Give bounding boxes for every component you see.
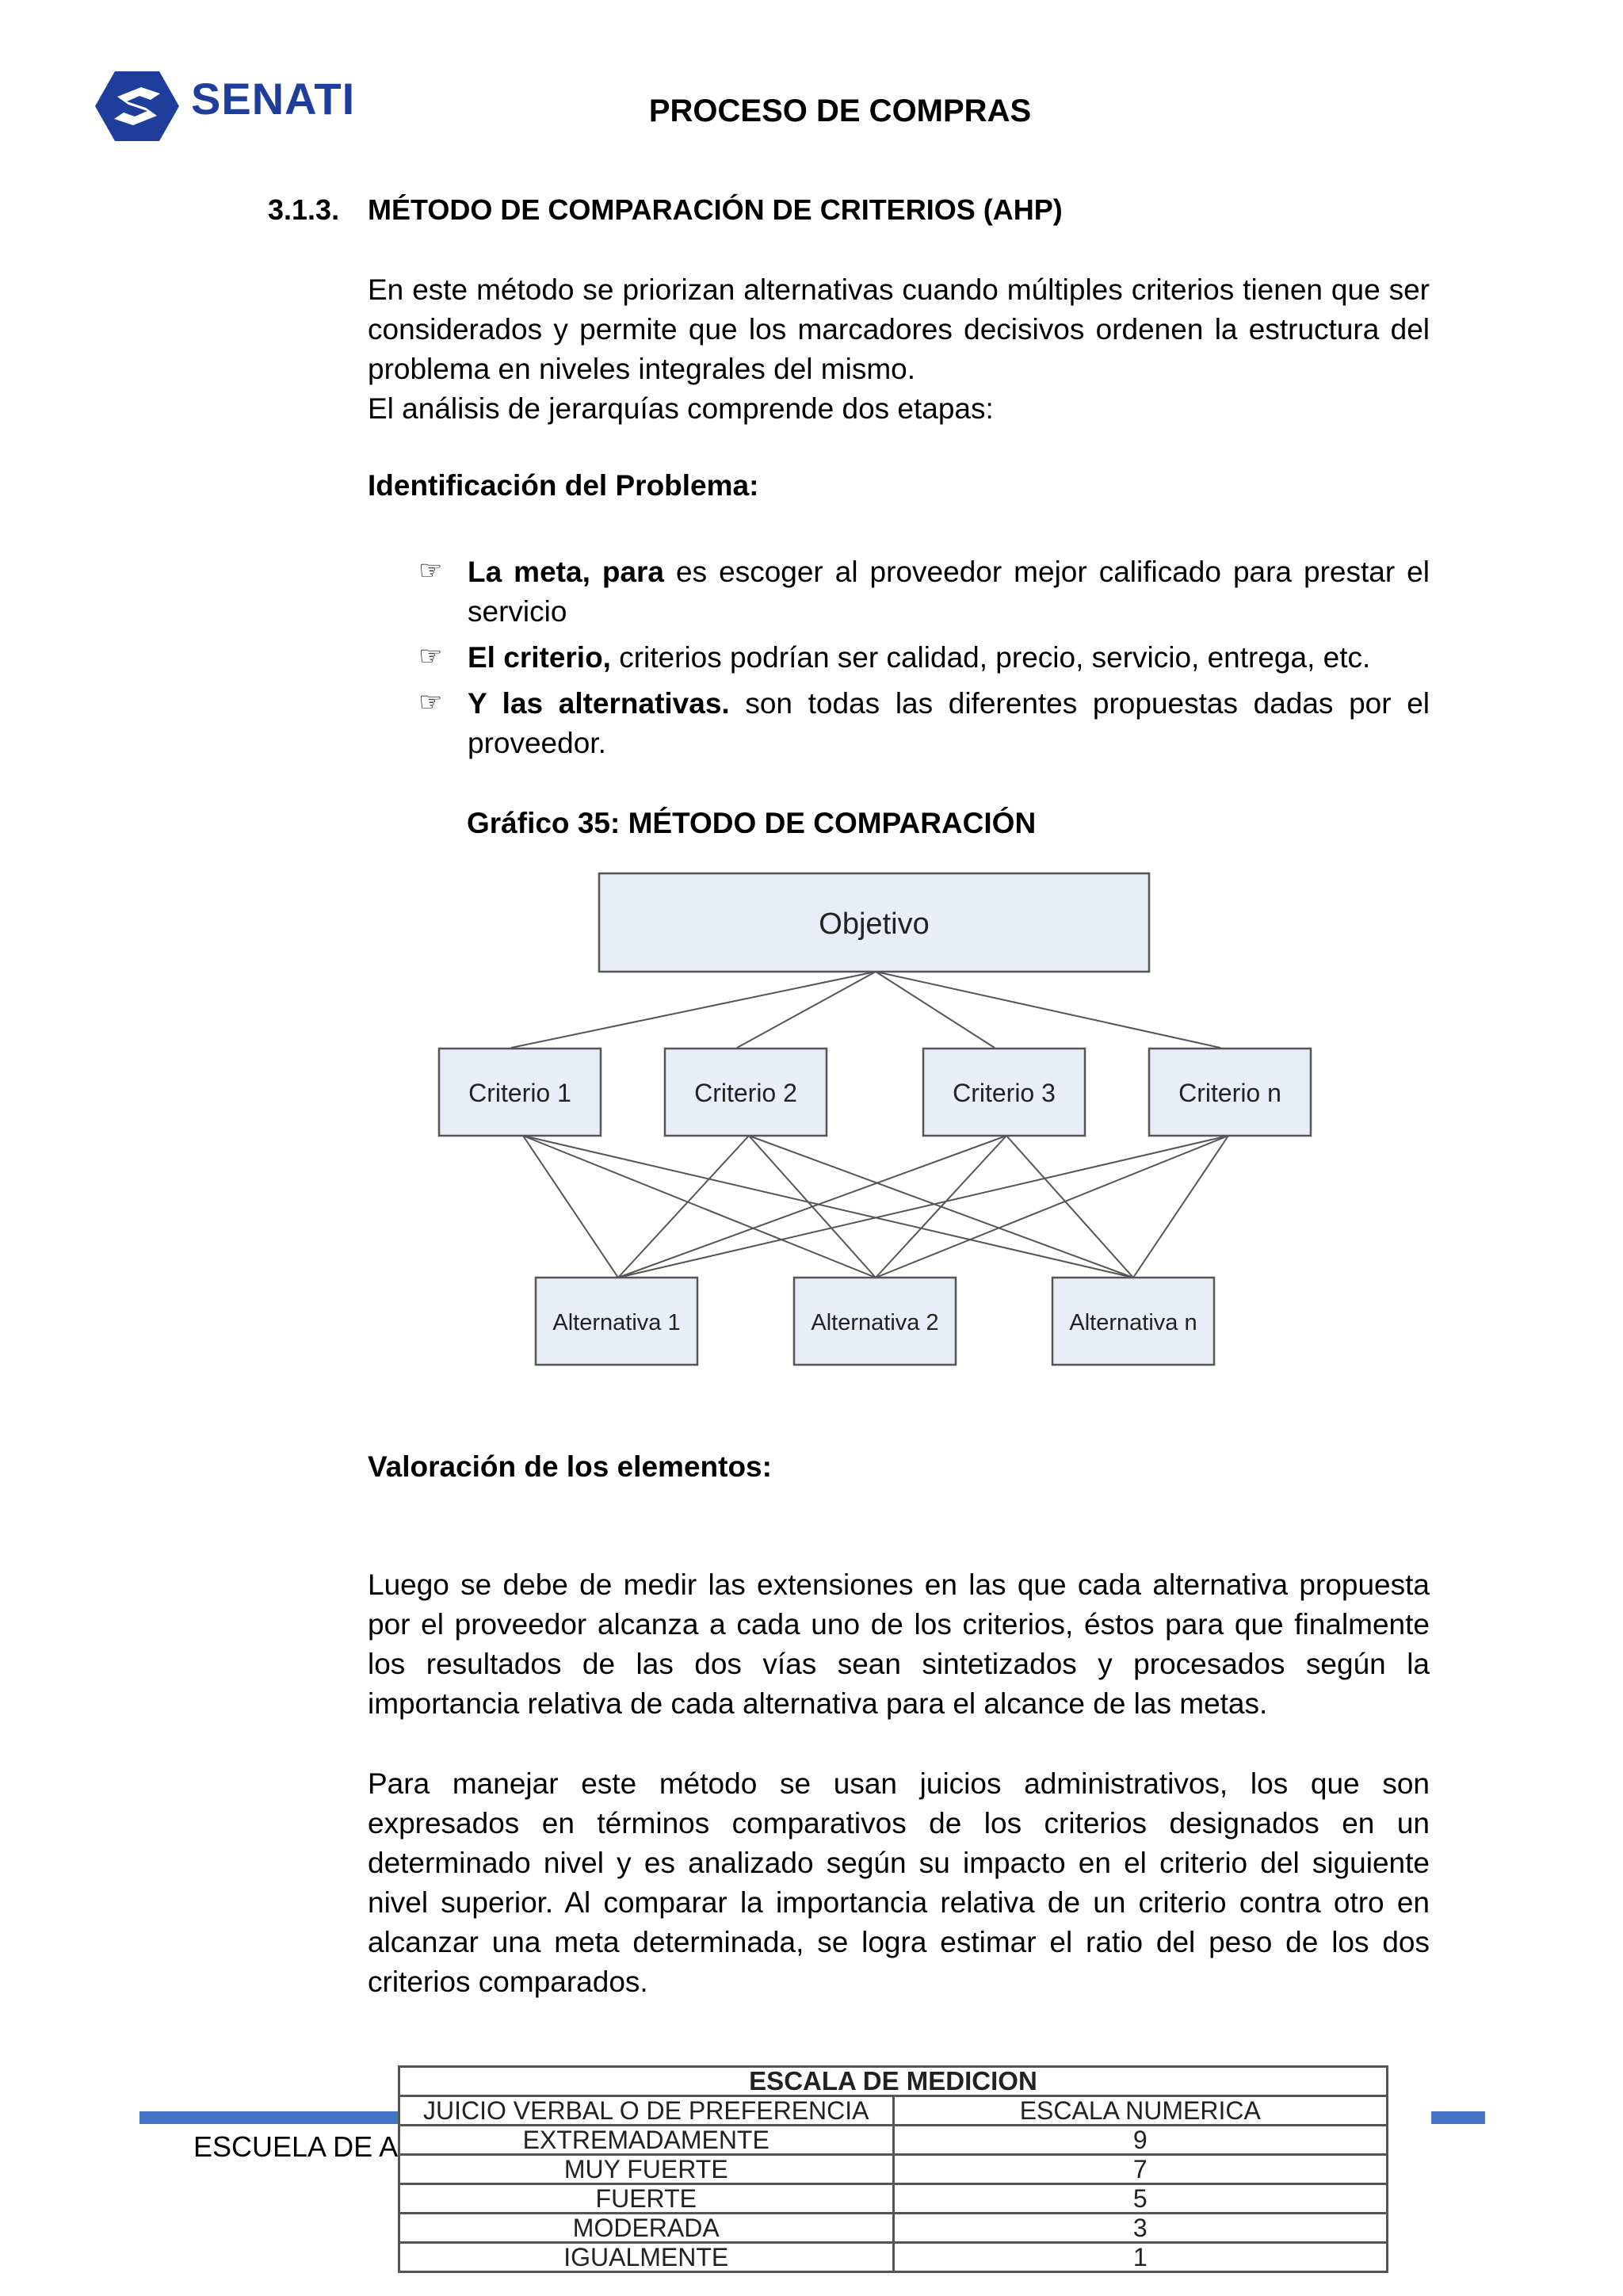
- table-row: [399, 2126, 1388, 2155]
- column-header-verbal: JUICIO VERBAL O DE PREFERENCIA: [399, 2096, 894, 2126]
- verbal-cell: MODERADA: [399, 2214, 894, 2243]
- paragraph: Luego se debe de medir las extensiones en las que cada alternativa propuesta por el proveedor alcanza a cada uno de los criterios, éstos para que finalmente los resultados de las dos vías sean sintetizados y procesados según la importancia relativa de cada alternativa para el alcance de las metas.: [368, 1568, 1430, 1720]
- document-title: PROCESO DE COMPRAS: [648, 94, 1032, 128]
- pointing-hand-icon: ☞: [418, 687, 443, 717]
- list-item: [418, 552, 1430, 632]
- table-row: [399, 2243, 1388, 2272]
- verbal-cell: IGUALMENTE: [399, 2243, 894, 2272]
- intro-stages: El análisis de jerarquías comprende dos etapas:: [368, 392, 994, 425]
- identification-heading: Identificación del Problema:: [368, 469, 759, 502]
- criterion-box: [439, 1049, 601, 1136]
- alternative-box: [536, 1278, 697, 1365]
- alternative-box: [794, 1278, 956, 1365]
- objective-box: [599, 873, 1149, 972]
- objective-label: Objetivo: [819, 907, 930, 941]
- diagram-connectors: [511, 972, 1228, 1278]
- list-item: [418, 684, 1430, 763]
- bullet-term: La meta, para: [468, 556, 665, 588]
- table-row: [399, 2184, 1388, 2214]
- table-title: ESCALA DE MEDICION: [399, 2067, 1388, 2096]
- column-header-numeric: ESCALA NUMERICA: [893, 2096, 1388, 2126]
- footer-bar: [1431, 2111, 1485, 2124]
- senati-logo: [94, 70, 395, 143]
- verbal-cell: FUERTE: [399, 2184, 894, 2214]
- numeric-cell: 3: [893, 2214, 1388, 2243]
- table-row: [399, 2155, 1388, 2184]
- criterion-label: Criterio 3: [953, 1079, 1056, 1107]
- table-row: [399, 2214, 1388, 2243]
- alternative-label: Alternativa 1: [552, 1310, 681, 1335]
- bullet-term: Y las alternativas.: [468, 687, 730, 720]
- section-number: 3.1.3.: [268, 193, 340, 226]
- valuation-paragraph-2: [368, 1764, 1430, 2002]
- alternative-box: [1052, 1278, 1214, 1365]
- verbal-cell: EXTREMADAMENTE: [399, 2126, 894, 2155]
- intro-text: [368, 270, 1430, 429]
- identification-list: [418, 552, 1430, 770]
- numeric-cell: 1: [893, 2243, 1388, 2272]
- list-item: [418, 638, 1430, 678]
- alternative-label: Alternativa n: [1069, 1310, 1197, 1335]
- ahp-hierarchy-diagram: [428, 864, 1323, 1379]
- pointing-hand-icon: ☞: [418, 556, 443, 586]
- valuation-heading: Valoración de los elementos:: [368, 1450, 772, 1483]
- numeric-cell: 7: [893, 2155, 1388, 2184]
- footer-school-name: ESCUELA DE A: [193, 2130, 399, 2163]
- intro-paragraph: En este método se priorizan alternativas cuando múltiples criterios tienen que ser considerados y permite que los marcadores decisivos ordenen la estructura del problema en niveles integrales del mismo.: [368, 273, 1430, 385]
- figure-caption: Gráfico 35: MÉTODO DE COMPARACIÓN: [467, 807, 1037, 839]
- paragraph: Para manejar este método se usan juicios administrativos, los que son expresados en términos comparativos de los criterios designados en un determinado nivel y es analizado según su impacto en el criterio del siguiente nivel superior. Al comparar la importancia relativa de un criterio contra otro en alcanzar una meta determinada, se logra estimar el ratio del peso de los dos criterios comparados.: [368, 1767, 1430, 1998]
- criterion-box: [923, 1049, 1085, 1136]
- bullet-text: son todas las diferentes propuestas dadas por el proveedor.: [468, 687, 1430, 759]
- numeric-cell: 9: [893, 2126, 1388, 2155]
- bullet-text: criterios podrían ser calidad, precio, servicio, entrega, etc.: [610, 641, 1371, 674]
- verbal-cell: MUY FUERTE: [399, 2155, 894, 2184]
- numeric-cell: 5: [893, 2184, 1388, 2214]
- senati-logo-icon: [94, 70, 181, 143]
- criterion-label: Criterio 1: [468, 1079, 571, 1107]
- bullet-text: es escoger al proveedor mejor calificado para prestar el servicio: [468, 556, 1430, 628]
- criterion-label: Criterio n: [1178, 1079, 1281, 1107]
- valuation-paragraph-1: [368, 1565, 1430, 1724]
- criterion-box: [1149, 1049, 1311, 1136]
- measurement-scale-table: [398, 2065, 1388, 2273]
- criterion-label: Criterio 2: [694, 1079, 797, 1107]
- bullet-term: El criterio,: [468, 641, 611, 674]
- section-title: MÉTODO DE COMPARACIÓN DE CRITERIOS (AHP): [368, 193, 1063, 226]
- logo-wordmark: SENATI: [191, 74, 356, 124]
- criterion-box: [665, 1049, 827, 1136]
- alternative-label: Alternativa 2: [811, 1310, 939, 1335]
- pointing-hand-icon: ☞: [418, 641, 443, 671]
